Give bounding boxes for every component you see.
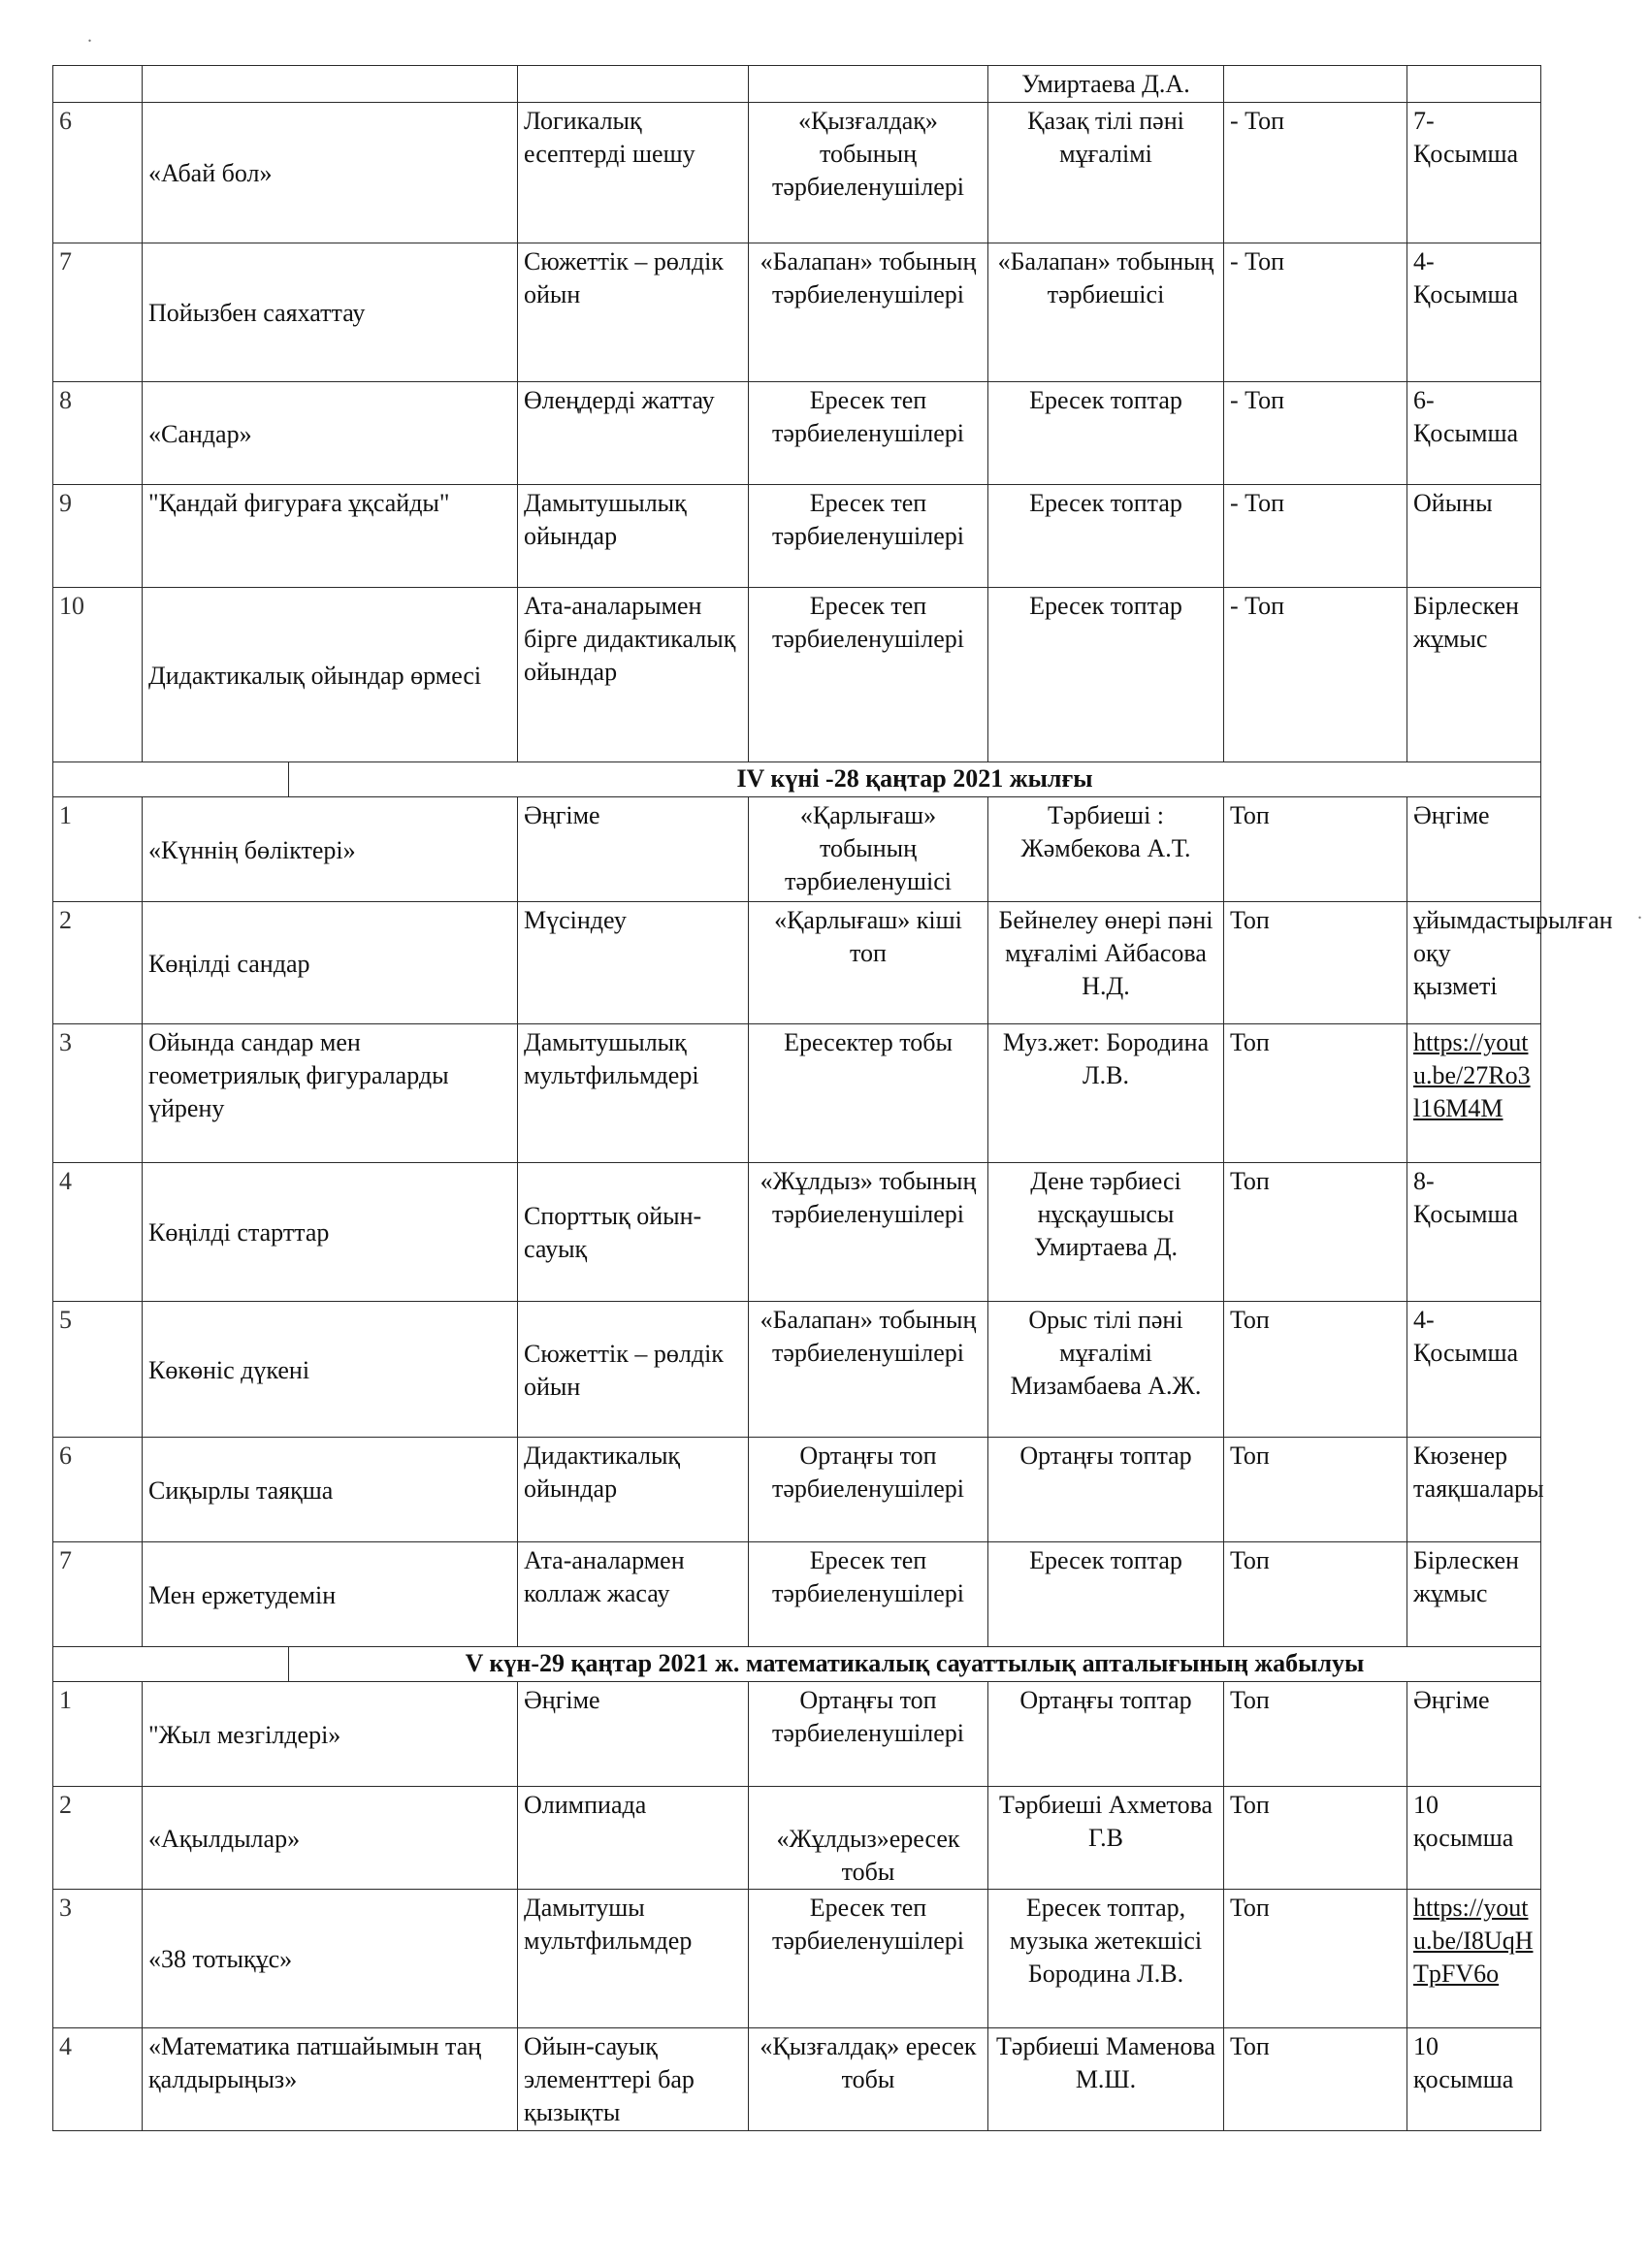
- responsible: Ересек топтар: [988, 1542, 1224, 1647]
- result: Ойыны: [1407, 485, 1541, 588]
- day5-rows: [53, 1682, 1541, 2131]
- result: Бірлескен жұмыс: [1407, 1542, 1541, 1647]
- result: Әңгіме: [1407, 797, 1541, 902]
- responsible: Ортаңғы топтар: [988, 1438, 1224, 1542]
- event-type: Дидактикалық ойындар: [518, 1438, 749, 1542]
- table-row: [53, 1302, 1541, 1438]
- responsible: Тәрбиеші Маменова М.Ш.: [988, 2028, 1224, 2131]
- event-type: Ата-аналармен коллаж жасау: [518, 1542, 749, 1647]
- row-number: 3: [53, 1890, 143, 2028]
- row-number: 1: [53, 1682, 143, 1787]
- participants: «Балапан» тобының тәрбиеленушілері: [749, 243, 988, 382]
- result: 10 қосымша: [1407, 2028, 1541, 2131]
- result-link[interactable]: https://youtu.be/I8UqHTpFV6o: [1407, 1890, 1541, 2028]
- event-form: Топ: [1224, 1890, 1407, 2028]
- event-title: Мен ержетудемін: [143, 1542, 518, 1647]
- event-form: Топ: [1224, 797, 1407, 902]
- result: Кюзенер таяқшалары: [1407, 1438, 1541, 1542]
- responsible: Қазақ тілі пәні мұғалімі: [988, 103, 1224, 243]
- day3-rows: [53, 103, 1541, 762]
- event-type: Әңгіме: [518, 1682, 749, 1787]
- event-type: Спорттық ойын-сауық: [518, 1163, 749, 1302]
- row-number: 1: [53, 797, 143, 902]
- participants: Ересек теп тәрбиеленушілері: [749, 1890, 988, 2028]
- table-row: [53, 382, 1541, 485]
- table-row: [53, 1890, 1541, 2028]
- day4-title: IV күні -28 қаңтар 2021 жылғы: [289, 762, 1541, 797]
- table-row: [53, 1163, 1541, 1302]
- row-number: 2: [53, 902, 143, 1024]
- row-number: 10: [53, 588, 143, 762]
- table-row: [53, 103, 1541, 243]
- row-number: 7: [53, 243, 143, 382]
- event-title: "Жыл мезгілдері»: [143, 1682, 518, 1787]
- responsible: Ортаңғы топтар: [988, 1682, 1224, 1787]
- table-row: [53, 797, 1541, 902]
- responsible: Тәрбиеші Ахметова Г.В: [988, 1787, 1224, 1890]
- row-number: 8: [53, 382, 143, 485]
- table-row: [53, 1542, 1541, 1647]
- table-row: [53, 588, 1541, 762]
- event-title: «Ақылдылар»: [143, 1787, 518, 1890]
- result: 8-Қосымша: [1407, 1163, 1541, 1302]
- participants: Ересек теп тәрбиеленушілері: [749, 1542, 988, 1647]
- responsible: Ересек топтар, музыка жетекшісі Бородина Л.В.: [988, 1890, 1224, 2028]
- participants: Ересектер тобы: [749, 1024, 988, 1163]
- table-row: [53, 243, 1541, 382]
- event-form: Топ: [1224, 1302, 1407, 1438]
- table-row: [53, 1682, 1541, 1787]
- event-form: Топ: [1224, 1163, 1407, 1302]
- participants: Ортаңғы топ тәрбиеленушілері: [749, 1682, 988, 1787]
- result-link[interactable]: https://youtu.be/27Ro3l16M4M: [1407, 1024, 1541, 1163]
- event-type: Өлеңдерді жаттау: [518, 382, 749, 485]
- participants: «Балапан» тобының тәрбиеленушілері: [749, 1302, 988, 1438]
- participants: «Қарлығаш» кіші топ: [749, 902, 988, 1024]
- event-title: «38 тотықұс»: [143, 1890, 518, 2028]
- table-row: [53, 902, 1541, 1024]
- table-row: [53, 2028, 1541, 2131]
- event-form: Топ: [1224, 1787, 1407, 1890]
- event-title: Көңілді сандар: [143, 902, 518, 1024]
- responsible: Тәрбиеші : Жәмбекова А.Т.: [988, 797, 1224, 902]
- responsible: Бейнелеу өнері пәні мұғалімі Айбасова Н.Д.: [988, 902, 1224, 1024]
- event-form: - Топ: [1224, 243, 1407, 382]
- event-form: - Топ: [1224, 588, 1407, 762]
- event-title: Көңілді старттар: [143, 1163, 518, 1302]
- event-type: Логикалық есептерді шешу: [518, 103, 749, 243]
- schedule-table: [52, 65, 1613, 2131]
- participants: Ересек теп тәрбиеленушілері: [749, 382, 988, 485]
- participants: «Қызғалдақ» ересек тобы: [749, 2028, 988, 2131]
- result: Әңгіме: [1407, 1682, 1541, 1787]
- event-form: - Топ: [1224, 382, 1407, 485]
- event-type: Әңгіме: [518, 797, 749, 902]
- row-number: 7: [53, 1542, 143, 1647]
- day4-rows: [53, 797, 1613, 1647]
- row-number: 5: [53, 1302, 143, 1438]
- table-row: [53, 1438, 1541, 1542]
- participants: «Қызғалдақ» тобының тәрбиеленушілері: [749, 103, 988, 243]
- day4-header-row: [53, 762, 1541, 797]
- event-type: Дамытушы мультфильмдер: [518, 1890, 749, 2028]
- responsible: Дене тәрбиесі нұсқаушысы Умиртаева Д.: [988, 1163, 1224, 1302]
- responsible: Ересек топтар: [988, 485, 1224, 588]
- row-number: 3: [53, 1024, 143, 1163]
- event-form: Топ: [1224, 2028, 1407, 2131]
- event-title: «Сандар»: [143, 382, 518, 485]
- event-type: Дамытушылық ойындар: [518, 485, 749, 588]
- row-number: 9: [53, 485, 143, 588]
- continuation-row: [53, 66, 1541, 103]
- responsible: Ересек топтар: [988, 382, 1224, 485]
- result: 7-Қосымша: [1407, 103, 1541, 243]
- participants: Ересек теп тәрбиеленушілері: [749, 588, 988, 762]
- row-number: 4: [53, 2028, 143, 2131]
- event-type: Ойын-сауық элементтері бар қызықты: [518, 2028, 749, 2131]
- event-title: Сиқырлы таяқша: [143, 1438, 518, 1542]
- event-form: - Топ: [1224, 485, 1407, 588]
- event-type: Сюжеттік – рөлдік ойын: [518, 1302, 749, 1438]
- result: 6-Қосымша: [1407, 382, 1541, 485]
- participants: «Жұлдыз» тобының тәрбиеленушілері: [749, 1163, 988, 1302]
- event-title: Пойызбен саяхаттау: [143, 243, 518, 382]
- event-form: Топ: [1224, 1542, 1407, 1647]
- responsible: Муз.жет: Бородина Л.В.: [988, 1024, 1224, 1163]
- event-type: Сюжеттік – рөлдік ойын: [518, 243, 749, 382]
- result: 4-Қосымша: [1407, 1302, 1541, 1438]
- day5-title: V күн-29 қаңтар 2021 ж. математикалық сауаттылық апталығының жабылуы: [289, 1647, 1541, 1682]
- day5-header-row: [53, 1647, 1541, 1682]
- event-type: Олимпиада: [518, 1787, 749, 1890]
- event-form: Топ: [1224, 1682, 1407, 1787]
- row-number: 2: [53, 1787, 143, 1890]
- table-row: [53, 1787, 1541, 1890]
- result: 4-Қосымша: [1407, 243, 1541, 382]
- table-row: [53, 1024, 1541, 1163]
- event-title: Ойында сандар мен геометриялық фигураларды үйрену: [143, 1024, 518, 1163]
- event-title: Көкөніс дүкені: [143, 1302, 518, 1438]
- event-form: Топ: [1224, 902, 1407, 1024]
- participants: Ортаңғы топ тәрбиеленушілері: [749, 1438, 988, 1542]
- event-type: Ата-аналарымен бірге дидактикалық ойындар: [518, 588, 749, 762]
- event-type: Мүсіндеу: [518, 902, 749, 1024]
- table-row: [53, 485, 1541, 588]
- event-form: Топ: [1224, 1024, 1407, 1163]
- participants: «Қарлығаш» тобының тәрбиеленушісі: [749, 797, 988, 902]
- row-number: 6: [53, 103, 143, 243]
- result: ұйымдастырылған оқу қызметі: [1407, 902, 1541, 1024]
- event-title: «Математика патшайымын таң қалдырыңыз»: [143, 2028, 518, 2131]
- event-title: "Қандай фигураға ұқсайды": [143, 485, 518, 588]
- responsible: Орыс тілі пәні мұғалімі Мизамбаева А.Ж.: [988, 1302, 1224, 1438]
- event-form: - Топ: [1224, 103, 1407, 243]
- responsible-cell: Умиртаева Д.А.: [988, 66, 1224, 103]
- event-title: Дидактикалық ойындар өрмесі: [143, 588, 518, 762]
- responsible: «Балапан» тобының тәрбиешісі: [988, 243, 1224, 382]
- row-number: 4: [53, 1163, 143, 1302]
- result: 10 қосымша: [1407, 1787, 1541, 1890]
- participants: «Жұлдыз»ересек тобы: [749, 1787, 988, 1890]
- participants: Ересек теп тәрбиеленушілері: [749, 485, 988, 588]
- event-form: Топ: [1224, 1438, 1407, 1542]
- responsible: Ересек топтар: [988, 588, 1224, 762]
- event-type: Дамытушылық мультфильмдері: [518, 1024, 749, 1163]
- event-title: «Күннің бөліктері»: [143, 797, 518, 902]
- result: Бірлескен жұмыс: [1407, 588, 1541, 762]
- row-number: 6: [53, 1438, 143, 1542]
- event-title: «Абай бол»: [143, 103, 518, 243]
